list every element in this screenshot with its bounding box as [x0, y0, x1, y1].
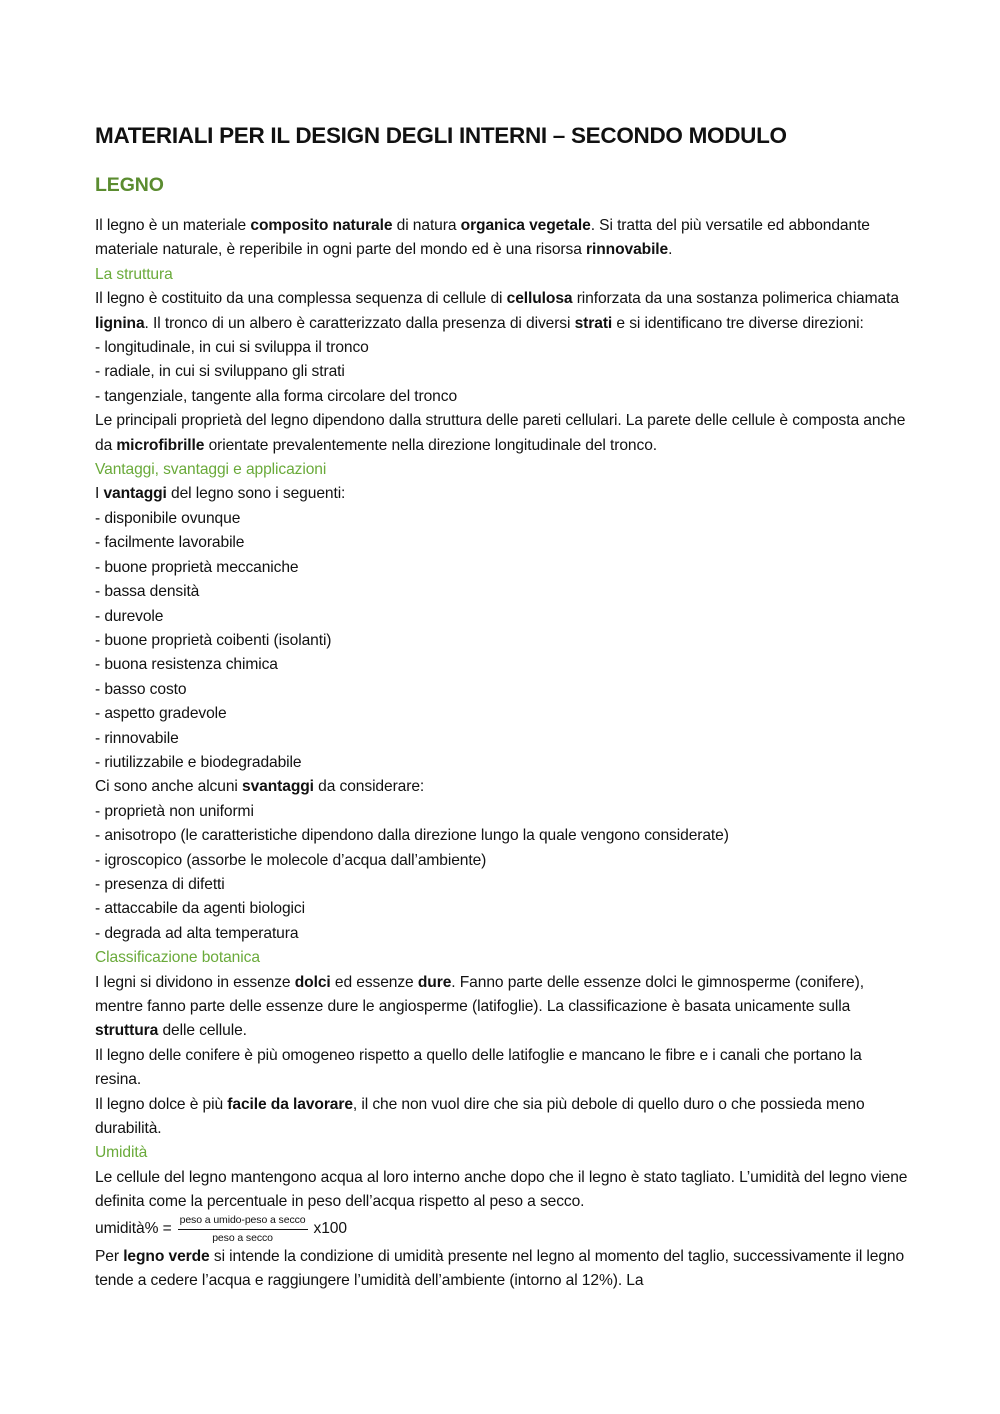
list-item: - anisotropo (le caratteristiche dipendono dalla direzione lungo la quale vengono considerate)	[95, 827, 729, 845]
svantaggi-list	[95, 800, 910, 946]
text-run: si intende la condizione di umidità presente nel legno al momento del taglio, successivamente il legno tende a cedere l’acqua e raggiungere l’umidità dell’ambiente (intorno al 12%). La	[95, 1247, 905, 1290]
text-run: Il legno dolce è più	[95, 1095, 228, 1113]
vantaggi-list	[95, 507, 910, 775]
bold-term: struttura	[95, 1022, 159, 1040]
text-run: da considerare:	[313, 778, 425, 796]
text-run: Per	[95, 1247, 124, 1265]
subheading-classificazione: Classificazione botanica	[95, 949, 260, 967]
list-item: - proprietà non uniformi	[95, 802, 254, 820]
formula-suffix: x100	[313, 1220, 347, 1238]
document-content	[95, 118, 910, 1293]
text-run: Il legno è un materiale	[95, 217, 251, 234]
text-run: . Si tratta del più versatile ed abbondante materiale naturale, è reperibile in ogni parte del mondo ed è una risorsa	[95, 217, 870, 259]
bold-term: dolci	[294, 973, 331, 991]
list-item: - buone proprietà coibenti (isolanti)	[95, 631, 332, 649]
text-run: e si identificano tre diverse direzioni:	[612, 314, 864, 332]
subheading-vantaggi: Vantaggi, svantaggi e applicazioni	[95, 461, 327, 479]
bold-term: lignina	[95, 314, 145, 332]
formula-lhs: umidità% =	[95, 1220, 172, 1238]
bold-term: legno verde	[123, 1247, 210, 1265]
subheading-umidita: Umidità	[95, 1144, 148, 1162]
text-run: . Il tronco di un albero è caratterizzato dalla presenza di diversi	[144, 314, 575, 332]
text-run: I legni si dividono in essenze	[95, 973, 295, 991]
text-run: rinforzata da una sostanza polimerica chiamata	[572, 290, 899, 308]
list-item: - radiale, in cui si sviluppano gli strati	[95, 363, 345, 381]
text-run: Il legno è costituito da una complessa sequenza di cellule di	[95, 290, 507, 308]
text-run: delle cellule.	[158, 1022, 247, 1040]
bold-term: vantaggi	[103, 485, 167, 503]
subheading-struttura: La struttura	[95, 265, 173, 283]
bold-term: organica vegetale	[460, 217, 591, 234]
text-run: Il legno delle conifere è più omogeneo rispetto a quello delle latifoglie e mancano le fibre e i canali che portano la resina.	[95, 1046, 862, 1089]
text-run: Le principali proprietà del legno dipendono dalla struttura delle pareti cellulari. La parete delle cellule è composta anche da	[95, 412, 906, 454]
text-run: I	[95, 485, 104, 503]
formula-fraction	[178, 1214, 308, 1245]
classificazione-paragraph-2	[95, 1044, 910, 1093]
text-run: di natura	[392, 217, 461, 234]
list-item: - buona resistenza chimica	[95, 656, 278, 674]
list-item: - facilmente lavorabile	[95, 534, 245, 552]
text-run: del legno sono i seguenti:	[166, 485, 346, 503]
umidita-paragraph-2	[95, 1245, 910, 1294]
umidita-paragraph-1	[95, 1166, 910, 1215]
humidity-formula	[95, 1215, 910, 1245]
bold-term: dure	[417, 973, 452, 991]
list-item: - presenza di difetti	[95, 875, 225, 893]
bold-term: rinnovabile	[586, 241, 669, 259]
list-item: - degrada ad alta temperatura	[95, 924, 299, 942]
svantaggi-intro	[95, 775, 910, 799]
directions-list	[95, 336, 910, 409]
classificazione-paragraph-3	[95, 1093, 910, 1142]
text-run: .	[668, 241, 673, 259]
list-item: - disponibile ovunque	[95, 509, 241, 527]
text-run: Le cellule del legno mantengono acqua al loro interno anche dopo che il legno è stato tagliato. L’umidità del legno viene definita come la percentuale in peso dell’acqua rispetto al peso a secco.	[95, 1168, 908, 1211]
struttura-paragraph-2	[95, 409, 910, 458]
list-item: - rinnovabile	[95, 729, 179, 747]
section-title-legno: LEGNO	[95, 174, 164, 196]
bold-term: facile da lavorare	[227, 1095, 353, 1113]
bold-term: composito naturale	[250, 217, 393, 234]
text-run: , il che non vuol dire che sia più debole di quello duro o che possieda meno durabilità.	[95, 1095, 865, 1138]
text-run: ed essenze	[330, 973, 418, 991]
text-run: Ci sono anche alcuni	[95, 778, 243, 796]
bold-term: strati	[574, 314, 613, 332]
list-item: - durevole	[95, 607, 164, 625]
formula-numerator: peso a umido-peso a secco	[178, 1214, 308, 1230]
intro-paragraph	[95, 214, 910, 263]
bold-term: microfibrille	[116, 436, 205, 454]
bold-term: svantaggi	[242, 778, 314, 796]
formula-denominator: peso a secco	[212, 1232, 273, 1245]
text-run: . Fanno parte delle essenze dolci le gimnosperme (conifere), mentre fanno parte delle essenze dure le angiosperme (latifoglie). La classificazione è basata unicamente sulla	[95, 973, 864, 1015]
list-item: - riutilizzabile e biodegradabile	[95, 753, 302, 771]
struttura-paragraph-1	[95, 287, 910, 336]
list-item: - bassa densità	[95, 583, 200, 601]
document-title: MATERIALI PER IL DESIGN DEGLI INTERNI – SECONDO MODULO	[95, 123, 787, 148]
list-item: - buone proprietà meccaniche	[95, 558, 299, 576]
list-item: - longitudinale, in cui si sviluppa il tronco	[95, 339, 369, 357]
list-item: - attaccabile da agenti biologici	[95, 900, 305, 918]
classificazione-paragraph-1	[95, 971, 910, 1044]
vantaggi-intro	[95, 482, 910, 506]
list-item: - tangenziale, tangente alla forma circolare del tronco	[95, 387, 458, 405]
list-item: - aspetto gradevole	[95, 705, 227, 723]
list-item: - basso costo	[95, 680, 187, 698]
list-item: - igroscopico (assorbe le molecole d’acqua dall’ambiente)	[95, 851, 487, 869]
text-run: orientate prevalentemente nella direzione longitudinale del tronco.	[204, 436, 657, 454]
bold-term: cellulosa	[506, 290, 573, 308]
